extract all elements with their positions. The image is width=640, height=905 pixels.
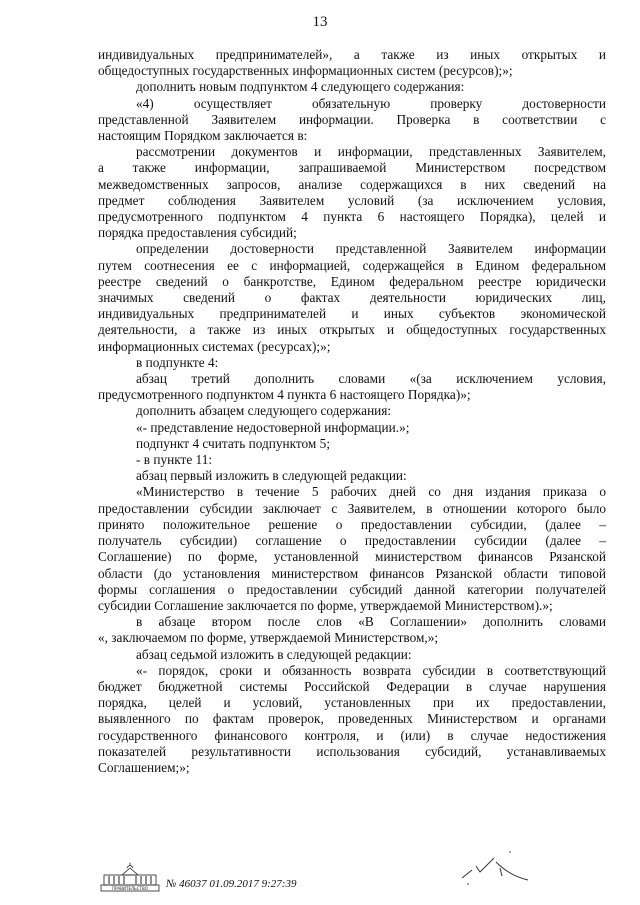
text-line: в подпункте 4:	[136, 354, 219, 370]
text-line: «, заключаемом по форме, утверждаемой Министерством,»;	[98, 630, 439, 646]
text-line: индивидуальных предпринимателей», а также из иных открытых и	[98, 47, 606, 62]
text-line: в абзаце втором после слов «В Соглашении» дополнить словами	[136, 614, 606, 630]
text-line: а также информации, запрашиваемой Министерством посредством	[98, 160, 606, 176]
text-line: - в пункте 11:	[136, 452, 213, 468]
text-line: абзац седьмой изложить в следующей редакции:	[136, 646, 412, 662]
page-number: 13	[312, 14, 328, 30]
text-line: принято положительное решение о предоставлении субсидии, (далее –	[98, 516, 606, 532]
text-line: «- порядок, сроки и обязанность возврата субсидии в соответствующий	[136, 662, 606, 678]
text-line: предоставлении субсидии заключает с Заявителем, в отношении которого было	[98, 500, 606, 516]
document-id: № 46037 01.09.2017 9:27:39	[166, 878, 297, 890]
text-line: предусмотренного подпунктом 4 пункта 6 настоящего Порядка)»;	[98, 387, 471, 403]
text-line: деятельности, а также из иных открытых и общедоступных государственных	[98, 322, 606, 338]
text-line: абзац третий дополнить словами «(за исключением условия,	[136, 371, 606, 387]
text-line: рассмотрении документов и информации, представленных Заявителем,	[136, 144, 606, 160]
text-line: общедоступных государственных информационных систем (ресурсов);»;	[98, 63, 513, 79]
text-line: Соглашение) по форме, установленной министерством финансов Рязанской	[98, 549, 606, 565]
text-line: порядка предоставления субсидий;	[98, 225, 297, 241]
text-line: представленной Заявителем информации. Проверка в соответствии с	[98, 111, 606, 127]
text-line: Соглашением;»;	[98, 759, 190, 775]
text-line: значимых сведений о фактах деятельности юридических лиц,	[98, 290, 606, 306]
text-line: подпункт 4 считать подпунктом 5;	[136, 435, 331, 451]
text-line: получатель субсидии) соглашение о предоставлении субсидии (далее –	[98, 533, 606, 549]
text-line: предусмотренного подпунктом 4 пункта 6 настоящего Порядка), целей и	[98, 209, 606, 225]
signature-mark	[450, 848, 540, 888]
text-line: «- представление недостоверной информации.»;	[136, 419, 410, 435]
text-line: информационных системах (ресурсах);»;	[98, 338, 331, 354]
text-line: межведомственных запросов, анализе содержащихся в них сведений на	[98, 176, 606, 192]
text-line: области (до установления министерством финансов Рязанской области типовой	[98, 565, 606, 581]
text-line: бюджет бюджетной системы Российской Федерации в случае нарушения	[98, 678, 606, 694]
document-body	[98, 47, 606, 776]
text-line: порядка, целей и условий, установленных при их предоставлении,	[98, 695, 606, 711]
text-line: субсидии Соглашение заключается по форме, утверждаемой Министерством).»;	[98, 597, 553, 613]
text-line: предмет соблюдения Заявителем условий (за исключением условия,	[98, 192, 606, 208]
text-line: индивидуальных предпринимателей и иных субъектов экономической	[98, 306, 606, 322]
text-line: путем соотнесения ее с информацией, содержащейся в Едином федеральном	[98, 257, 606, 273]
text-line: дополнить абзацем следующего содержания:	[136, 403, 392, 419]
text-line: «4) осуществляет обязательную проверку достоверности	[136, 95, 606, 111]
footer	[100, 856, 620, 896]
text-line: абзац первый изложить в следующей редакции:	[136, 468, 407, 484]
text-line: формы соглашения о предоставлении субсидий данной категории получателей	[98, 581, 606, 597]
text-line: дополнить новым подпунктом 4 следующего содержания:	[136, 79, 465, 95]
text-line: показателей результативности использования субсидий, устанавливаемых	[98, 743, 606, 759]
text-line: государственного финансового контроля, и (или) в случае недостижения	[98, 727, 606, 743]
text-line: определении достоверности представленной Заявителем информации	[136, 241, 606, 257]
text-line: «Министерство в течение 5 рабочих дней со дня издания приказа о	[136, 484, 606, 500]
text-line: реестре сведений о банкротстве, Едином федеральном реестре юридически	[98, 273, 606, 289]
svg-text:ПРАВИТЕЛЬСТВО: ПРАВИТЕЛЬСТВО	[112, 886, 148, 891]
government-building-icon	[100, 862, 160, 892]
text-line: настоящим Порядком заключается в:	[98, 128, 308, 144]
text-line: выявленного по фактам проверок, проведенных Министерством и органами	[98, 711, 606, 727]
